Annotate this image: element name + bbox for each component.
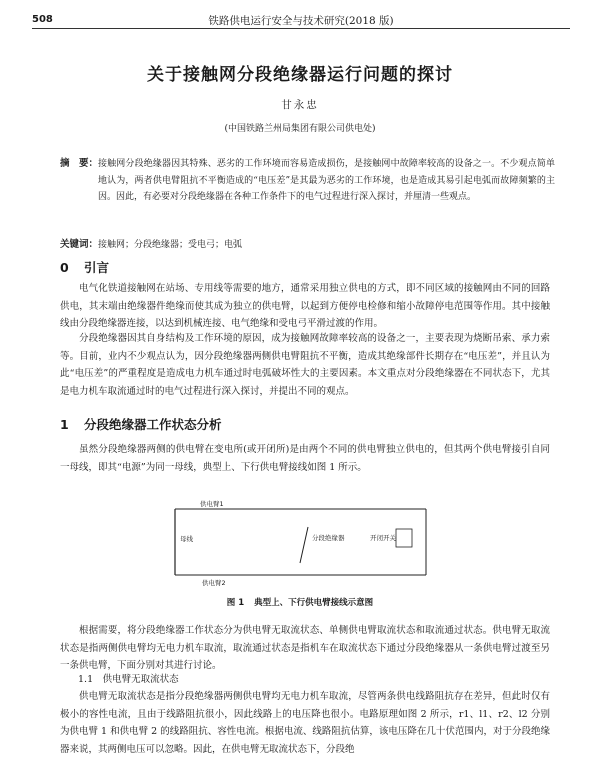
abstract-text: 接触网分段绝缘器因其特殊、恶劣的工作环境而容易造成损伤，是接触网中故障率较高的设备之一。不少观点简单地认为，两者供电臂阻抗不平衡造成的“电压差”是其最为恶劣的工作环境，也是造成其易引起电弧而故障频繁的主因。因此，有必要对分段绝缘器在各种工作条件下的电气过程进行深入探讨，并厘清一些观点。 <box>98 159 555 202</box>
section-number: 0 <box>60 260 69 275</box>
running-header <box>32 12 570 30</box>
figure-number: 图 1 <box>226 598 245 608</box>
label-feeder1: 供电臂1 <box>200 500 224 508</box>
label-feeder2: 供电臂2 <box>202 579 226 587</box>
section-heading-intro <box>60 258 109 276</box>
keywords-label: 关键词： <box>60 239 99 250</box>
switch-symbol <box>396 529 412 547</box>
paragraph-sec1-1: 虽然分段绝缘器两侧的供电臂在变电所(或开闭所)是由两个不同的供电臂独立供电的，但其两个供电臂接引自同一母线，即其“电源”为同一母线，典型上、下行供电臂接线如图 1 所示。 <box>60 444 550 473</box>
journal-title: 铁路供电运行安全与技术研究(2018 版) <box>208 15 394 27</box>
figure-1-diagram <box>172 499 430 591</box>
section-number: 1 <box>60 417 69 432</box>
section-title: 引言 <box>84 260 110 275</box>
figure-1-caption <box>0 596 600 608</box>
paragraph-sec1-3: 供电臂无取流状态是指分段绝缘器两侧供电臂均无电力机车取流，尽管两条供电线路阻抗存在差异，但此时仅有极小的容性电流，且由于线路阻抗很小，因此线路上的电压降也很小。电路原理如图 2 所示，r1、l1、r2、l2 分别为供电臂 1 和供电臂 2 的线路阻抗、容性电流。根据电流、线路阻抗估算，该电压降在几十伏范围内，对于分段绝缘器来说，其两侧电压可以忽略。因此，在供电臂无取流状态下，分段绝 <box>60 691 550 755</box>
label-insulator: 分段绝缘器 <box>312 534 345 542</box>
section-title: 分段绝缘器工作状态分析 <box>84 417 222 432</box>
label-busbar: 母线 <box>180 535 193 543</box>
subsection-heading-1-1: 1.1 供电臂无取流状态 <box>78 674 179 685</box>
section-heading-1 <box>60 415 222 433</box>
insulator-line <box>300 527 308 563</box>
author-name: 甘永忠 <box>281 99 319 111</box>
abstract-block <box>60 156 555 206</box>
author-affiliation: (中国铁路兰州局集团有限公司供电处) <box>224 124 376 134</box>
paragraph-intro-1: 电气化铁道接触网在站场、专用线等需要的地方，通常采用独立供电的方式，即不同区域的接触网由不同的回路供电，其末端由绝缘器件绝缘而使其成为独立的供电臂，以起到方便停电检修和缩小故障停电范围等作用。其中接触线由分段绝缘器连接，以达到机械连接、电气绝缘和受电弓平滑过渡的作用。 <box>60 283 550 330</box>
paragraph-sec1-2: 根据需要，将分段绝缘器工作状态分为供电臂无取流状态、单侧供电臂取流状态和取流通过状态。供电臂无取流状态是指两侧供电臂均无电力机车取流，取流通过状态是指机车在取流状态下通过分段绝缘器从一条供电臂过渡至另一条供电臂，下面分别对其进行讨论。 <box>60 625 550 672</box>
figure-caption-text: 典型上、下行供电臂接线示意图 <box>254 598 374 608</box>
label-switch: 开闭开关 <box>370 534 396 542</box>
header-rule <box>32 28 570 29</box>
page-number: 508 <box>32 14 53 25</box>
abstract-label: 摘 要： <box>60 158 99 169</box>
paragraph-intro-2: 分段绝缘器因其自身结构及工作环境的原因，成为接触网故障率较高的设备之一，主要表现为烧断吊索、承力索等。目前，业内不少观点认为，因分段绝缘器两侧供电臂阻抗不平衡，造成其绝缘部件长期存在“电压差”，并且认为此“电压差”的严重程度是造成电力机车通过时电弧破坏性大的主要因素。本文重点对分段绝缘器在不同状态下，尤其是电力机车取流通过时的电气过程进行深入探讨，并提出不同的观点。 <box>60 333 550 397</box>
wiring-diagram <box>172 499 430 587</box>
article-title: 关于接触网分段绝缘器运行问题的探讨 <box>147 65 453 85</box>
keywords-text: 接触网；分段绝缘器；受电弓；电弧 <box>98 240 243 250</box>
keywords-line <box>60 236 242 250</box>
